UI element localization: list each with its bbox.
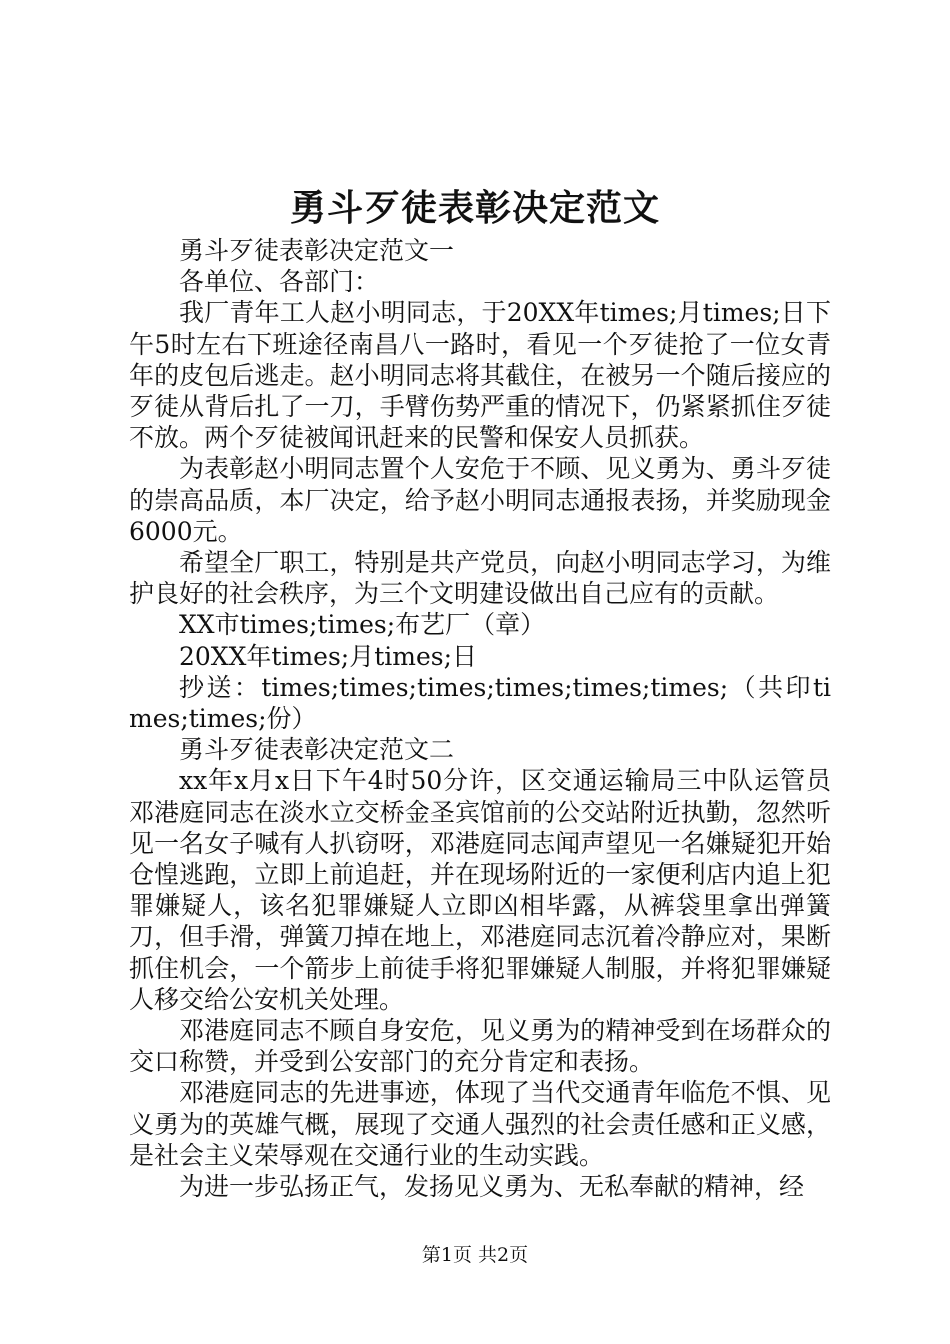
paragraph-incident-2: xx年x月x日下午4时50分许，区交通运输局三中队运管员邓港庭同志在淡水立交桥金圣宾馆前的公交站附近执勤，忽然听见一名女子喊有人扒窃呀，邓港庭同志闻声望见一名嫌疑犯开始仓惶逃跑，立即上前追赶，并在现场附近的一家便利店内追上犯罪嫌疑人，该名犯罪嫌疑人立即凶相毕露，从裤袋里拿出弹簧刀，但手滑，弹簧刀掉在地上，邓港庭同志沉着冷静应对，果断抓住机会，一个箭步上前徒手将犯罪嫌疑人制服，并将犯罪嫌疑人移交给公安机关处理。 (129, 766, 831, 1014)
paragraph-hope-1: 希望全厂职工，特别是共产党员，向赵小明同志学习，为维护良好的社会秩序，为三个文明建设做出自己应有的贡献。 (129, 548, 831, 609)
section-heading-1: 勇斗歹徒表彰决定范文一 (179, 236, 455, 265)
document-body (129, 235, 831, 1202)
copy-to-line: 抄送：times;times;times;times;times;times;（共印times;times;份） (129, 672, 831, 734)
paragraph-incident-1: 我厂青年工人赵小明同志，于20XX年times;月times;日下午5时左右下班途径南昌八一路时，看见一个歹徒抢了一位女青年的皮包后逃走。赵小明同志将其截住，在被另一个随后接应的歹徒从背后扎了一刀，手臂伤势严重的情况下，仍紧紧抓住歹徒不放。两个歹徒被闻讯赶来的民警和保安人员抓获。 (129, 298, 831, 453)
paragraph-significance-2: 邓港庭同志的先进事迹，体现了当代交通青年临危不惧、见义勇为的英雄气概，展现了交通人强烈的社会责任感和正义感，是社会主义荣辱观在交通行业的生动实践。 (129, 1078, 831, 1170)
issuer-signature: XX市times;times;布艺厂（章） (179, 610, 546, 640)
paragraph-decision-1: 为表彰赵小明同志置个人安危于不顾、见义勇为、勇斗歹徒的崇高品质，本厂决定，给予赵小明同志通报表扬，并奖励现金6000元。 (129, 454, 831, 546)
page-footer: 第1页 共2页 (421, 1244, 529, 1266)
issue-date: 20XX年times;月times;日 (179, 641, 477, 671)
document-title: 勇斗歹徒表彰决定范文 (289, 188, 660, 229)
paragraph-praise-2: 邓港庭同志不顾自身安危，见义勇为的精神受到在场群众的交口称赞，并受到公安部门的充分肯定和表扬。 (129, 1016, 831, 1077)
paragraph-continuation-2: 为进一步弘扬正气，发扬见义勇为、无私奉献的精神，经 (179, 1172, 805, 1202)
salutation: 各单位、各部门： (179, 267, 380, 297)
section-heading-2: 勇斗歹徒表彰决定范文二 (179, 735, 455, 765)
